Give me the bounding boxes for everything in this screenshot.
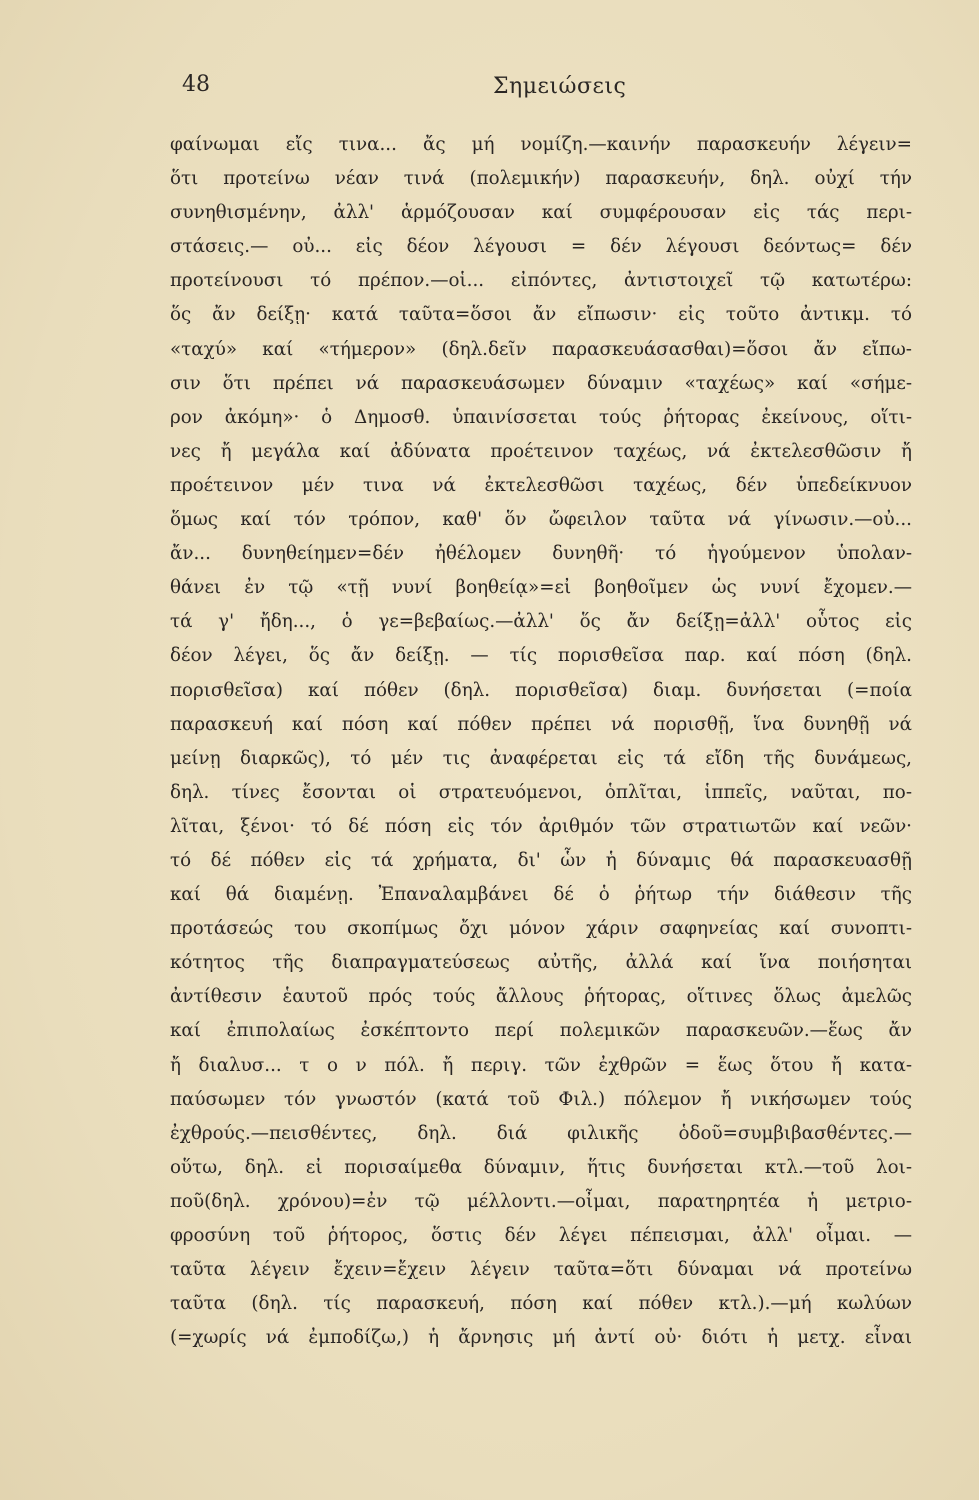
text-line: ὅμως καί τόν τρόπον, καθ' ὅν ὤφειλον ταῦτα νά γίνωσιν.—οὐ... [170, 509, 912, 531]
text-line: ὅτι προτείνω νέαν τινά (πολεμικήν) παρασκευήν, δηλ. οὐχί τήν [170, 168, 912, 190]
text-line: ταῦτα λέγειν ἔχειν=ἔχειν λέγειν ταῦτα=ὅτι δύναμαι νά προτείνω [170, 1259, 912, 1281]
text-line: μείνῃ διαρκῶς), τό μέν τις ἀναφέρεται εἰς τά εἴδη τῆς δυνάμεως, [170, 747, 912, 769]
text-line: πορισθεῖσα) καί πόθεν (δηλ. πορισθεῖσα) διαμ. δυνήσεται (=ποία [170, 679, 912, 701]
text-line: ρον ἀκόμη»· ὁ Δημοσθ. ὑπαινίσσεται τούς ῥήτορας ἐκείνους, οἵτι- [170, 406, 912, 428]
text-line: ποῦ(δηλ. χρόνου)=ἐν τῷ μέλλοντι.—οἶμαι, παρατηρητέα ἡ μετριο- [170, 1190, 912, 1212]
text-line: δηλ. τίνες ἔσονται οἱ στρατευόμενοι, ὁπλῖται, ἱππεῖς, ναῦται, πο- [170, 781, 912, 803]
text-line: καί ἐπιπολαίως ἐσκέπτοντο περί πολεμικῶν παρασκευῶν.—ἕως ἄν [170, 1020, 912, 1042]
running-title: Σημειώσεις [493, 74, 627, 99]
text-line: φαίνωμαι εἴς τινα... ἄς μή νομίζη.—καινήν παρασκευήν λέγειν= [170, 134, 912, 155]
text-line: ἤ διαλυσ... τ ο ν πόλ. ἤ περιγ. τῶν ἐχθρῶν = ἕως ὅτου ἤ κατα- [170, 1054, 912, 1076]
text-line: ὅς ἄν δείξῃ· κατά ταῦτα=ὅσοι ἄν εἴπωσιν· εἰς τοῦτο ἀντικμ. τό [170, 304, 912, 326]
text-line: παύσωμεν τόν γνωστόν (κατά τοῦ Φιλ.) πόλεμον ἤ νικήσωμεν τούς [170, 1088, 912, 1110]
notes-text-block [170, 128, 912, 1355]
text-line: στάσεις.— οὐ... εἰς δέον λέγουσι = δέν λέγουσι δεόντως= δέν [170, 236, 912, 258]
text-line: τά γ' ἤδη..., ὁ γε=βεβαίως.—ἀλλ' ὅς ἄν δείξῃ=ἀλλ' οὗτος εἰς [170, 611, 912, 633]
page-header [0, 72, 979, 112]
text-line: παρασκευή καί πόση καί πόθεν πρέπει νά πορισθῇ, ἵνα δυνηθῇ νά [170, 713, 912, 735]
text-line: προτάσεώς του σκοπίμως ὄχι μόνον χάριν σαφηνείας καί συνοπτι- [170, 918, 912, 940]
text-line: προέτεινον μέν τινα νά ἐκτελεσθῶσι ταχέως, δέν ὑπεδείκνυον [170, 474, 912, 496]
text-line: τό δέ πόθεν εἰς τά χρήματα, δι' ὧν ἡ δύναμις θά παρασκευασθῇ [170, 849, 912, 871]
text-line: νες ἤ μεγάλα καί ἀδύνατα προέτεινον ταχέως, νά ἐκτελεσθῶσιν ἤ [170, 440, 912, 462]
text-line: θάνει ἐν τῷ «τῇ νυνί βοηθείᾳ»=εἰ βοηθοῖμεν ὡς νυνί ἔχομεν.— [170, 577, 912, 599]
text-line: κότητος τῆς διαπραγματεύσεως αὐτῆς, ἀλλά καί ἵνα ποιήσηται [170, 952, 912, 974]
text-line: ἀντίθεσιν ἑαυτοῦ πρός τούς ἄλλους ῥήτορας, οἵτινες ὅλως ἀμελῶς [170, 986, 912, 1008]
text-line: οὕτω, δηλ. εἰ πορισαίμεθα δύναμιν, ἥτις δυνήσεται κτλ.—τοῦ λοι- [170, 1156, 912, 1178]
text-line: συνηθισμένην, ἀλλ' ἁρμόζουσαν καί συμφέρουσαν εἰς τάς περι- [170, 202, 912, 224]
text-line: καί θά διαμένῃ. Ἐπαναλαμβάνει δέ ὁ ῥήτωρ τήν διάθεσιν τῆς [170, 884, 912, 906]
text-line: λῖται, ξένοι· τό δέ πόση εἰς τόν ἀριθμόν τῶν στρατιωτῶν καί νεῶν· [170, 815, 912, 837]
text-line: «ταχύ» καί «τήμερον» (δηλ.δεῖν παρασκευάσασθαι)=ὅσοι ἄν εἴπω- [170, 338, 912, 360]
text-line: φροσύνη τοῦ ῥήτορος, ὅστις δέν λέγει πέπεισμαι, ἀλλ' οἶμαι. — [170, 1225, 912, 1246]
text-line: προτείνουσι τό πρέπον.—οἱ... εἰπόντες, ἀντιστοιχεῖ τῷ κατωτέρω: [170, 270, 912, 292]
text-line: δέον λέγει, ὅς ἄν δείξῃ. — τίς πορισθεῖσα παρ. καί πόση (δηλ. [170, 645, 912, 667]
text-line: ἄν... δυνηθείημεν=δέν ἠθέλομεν δυνηθῆ· τό ἡγούμενον ὑπολαν- [170, 543, 912, 565]
text-line: ταῦτα (δηλ. τίς παρασκευή, πόση καί πόθεν κτλ.).—μή κωλύων [170, 1293, 912, 1315]
text-line: (=χωρίς νά ἐμποδίζω,) ἡ ἄρνησις μή ἀντί οὐ· διότι ἡ μετχ. εἶναι [170, 1327, 912, 1349]
page-number: 48 [182, 72, 210, 97]
text-line: σιν ὅτι πρέπει νά παρασκευάσωμεν δύναμιν «ταχέως» καί «σήμε- [170, 372, 912, 394]
text-line: ἐχθρούς.—πεισθέντες, δηλ. διά φιλικῆς ὁδοῦ=συμβιβασθέντες.— [170, 1122, 912, 1144]
